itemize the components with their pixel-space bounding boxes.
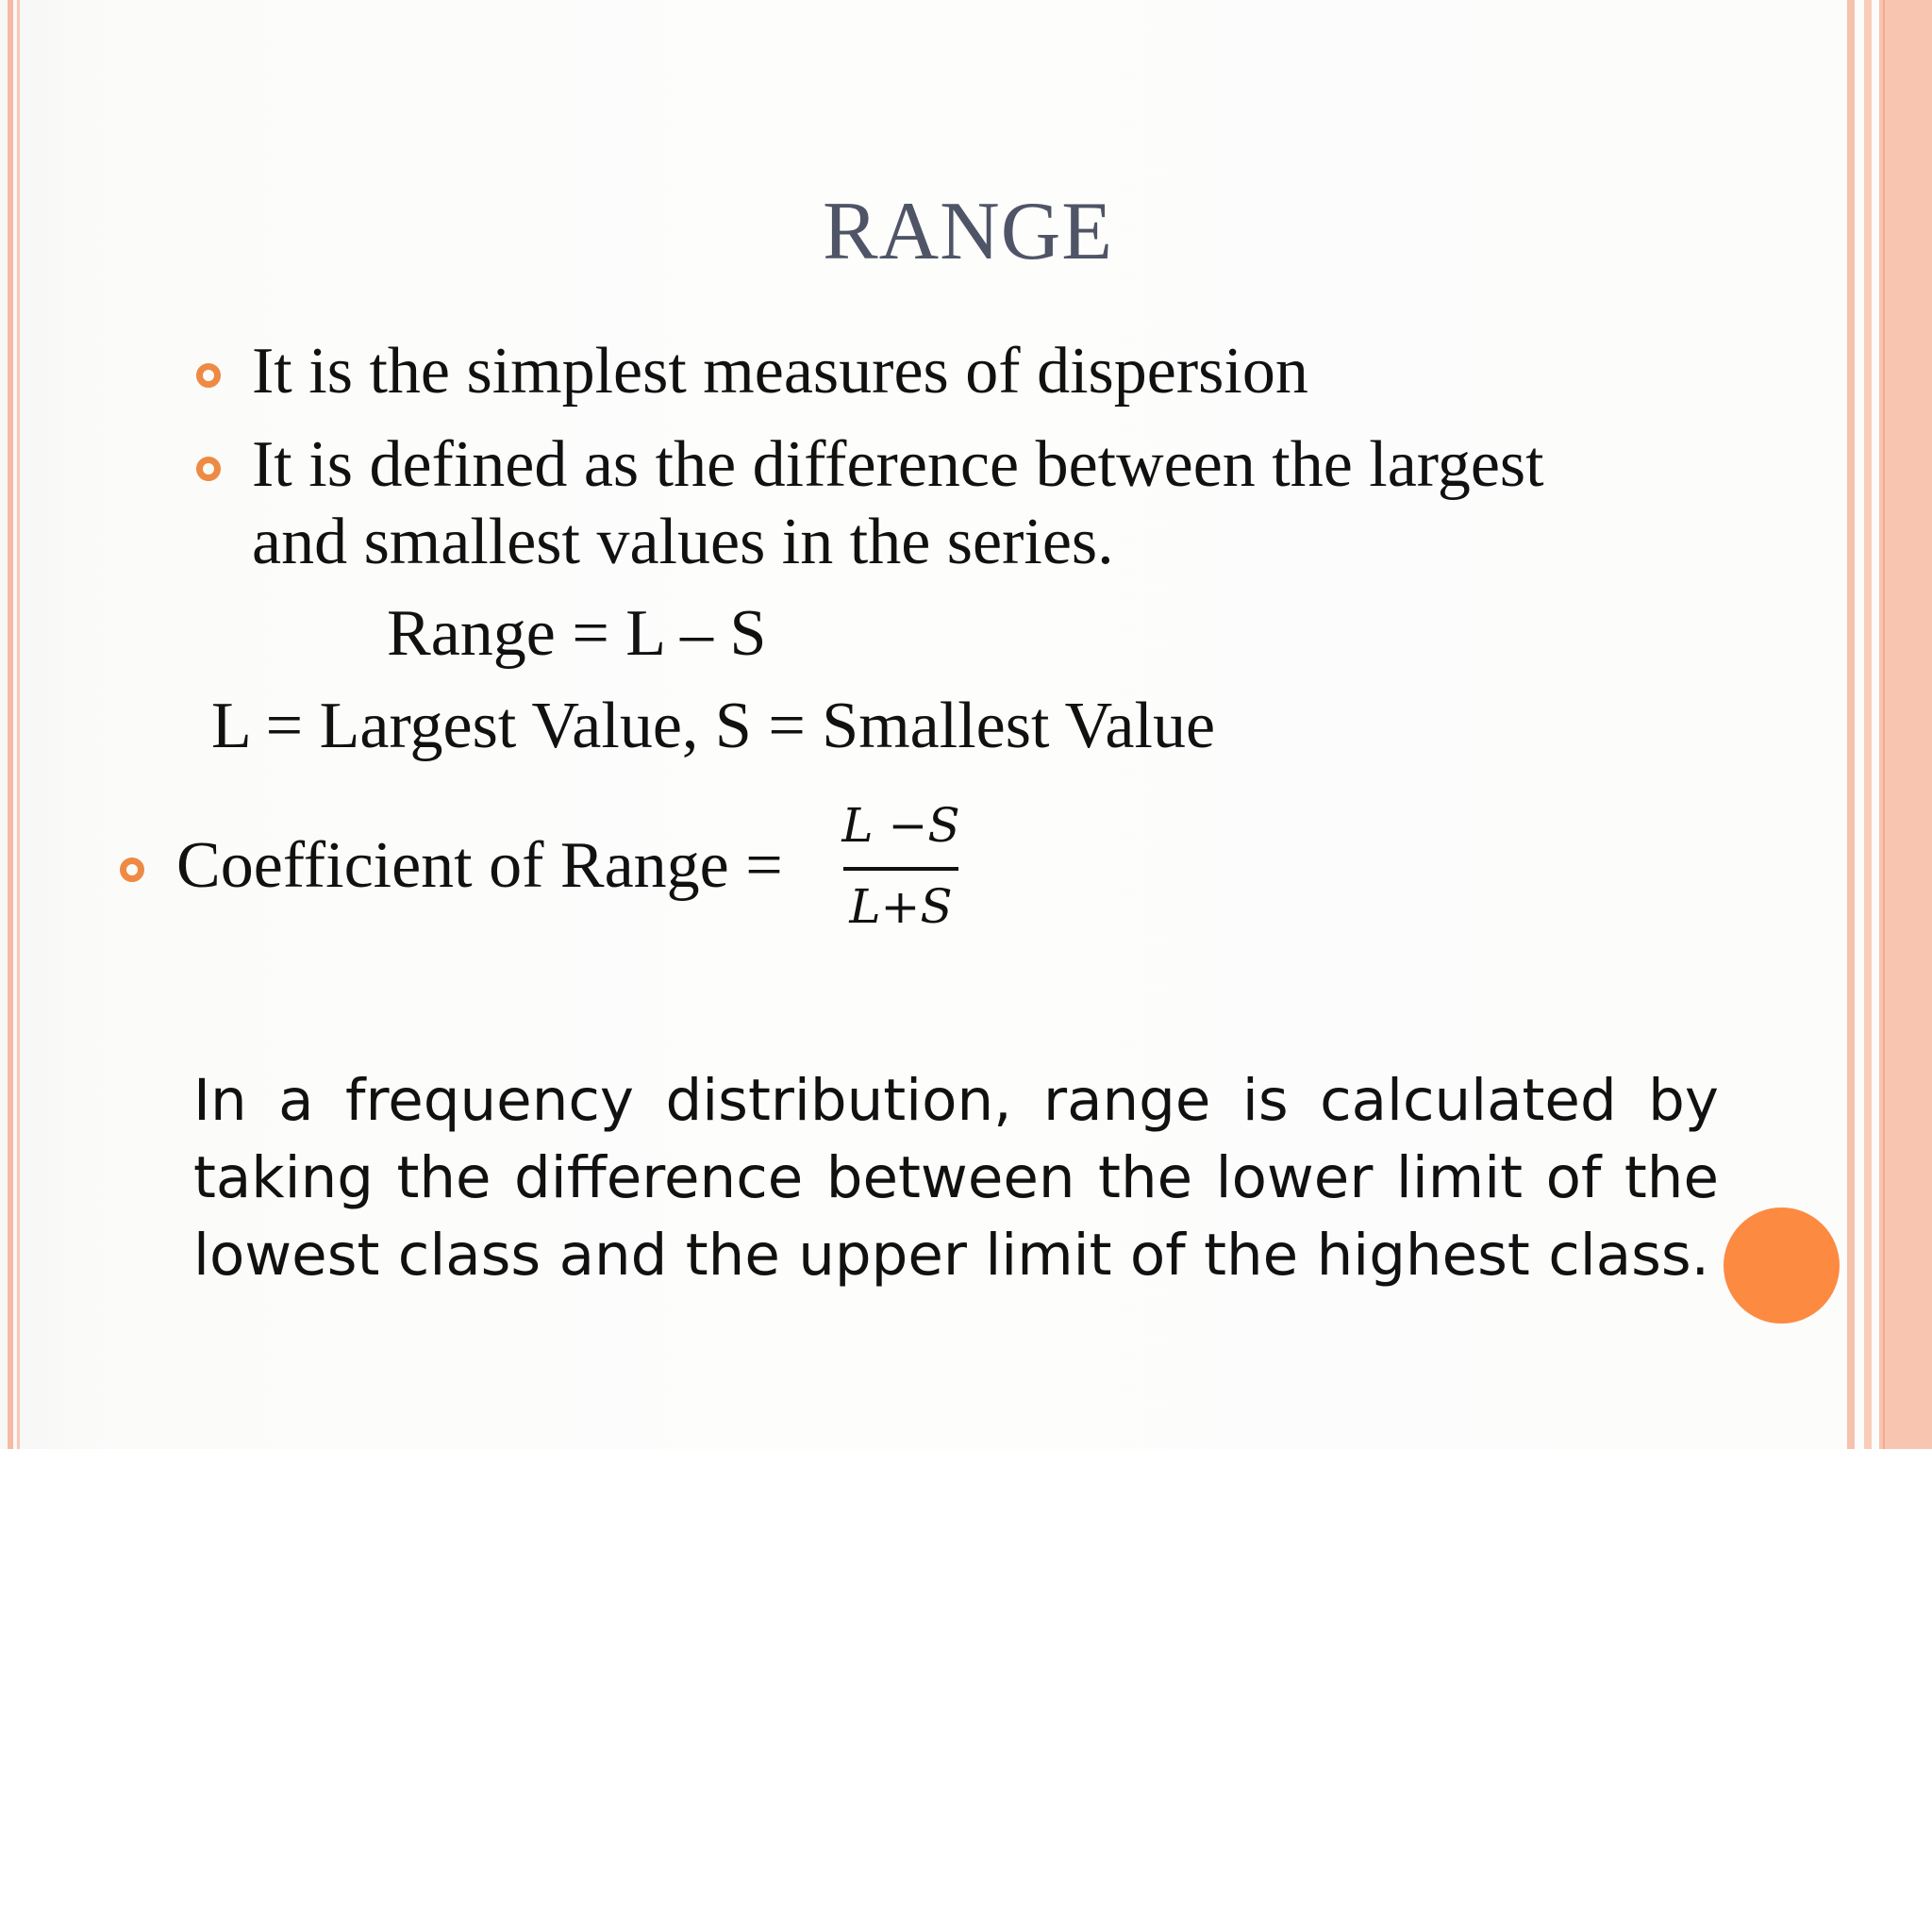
- bullet-text-2: It is defined as the difference between the largest: [252, 428, 1544, 501]
- bullet-ring-icon: [196, 457, 221, 481]
- formula-legend: L = Largest Value, S = Smallest Value: [211, 690, 1216, 762]
- bullet-ring-icon: [196, 363, 221, 388]
- slide-title: RANGE: [822, 186, 1114, 277]
- bullet-text-2-continued: and smallest values in the series.: [252, 506, 1114, 578]
- fraction-numerator: L −S: [841, 798, 960, 853]
- coefficient-fraction: [841, 798, 960, 934]
- bullet-text-1: It is the simplest measures of dispersion: [252, 335, 1308, 408]
- bullet-ring-icon: [120, 858, 144, 882]
- fraction-denominator: L+S: [849, 879, 953, 934]
- explanation-paragraph: In a frequency distribution, range is calculated by taking the difference between the lower limit of the lowest class and the upper limit of the highest class.: [193, 1067, 1719, 1289]
- fraction-bar: [843, 867, 958, 871]
- orange-circle-decoration: [1724, 1208, 1840, 1324]
- coefficient-label: Coefficient of Range =: [176, 829, 783, 902]
- range-formula: Range = L – S: [387, 597, 767, 670]
